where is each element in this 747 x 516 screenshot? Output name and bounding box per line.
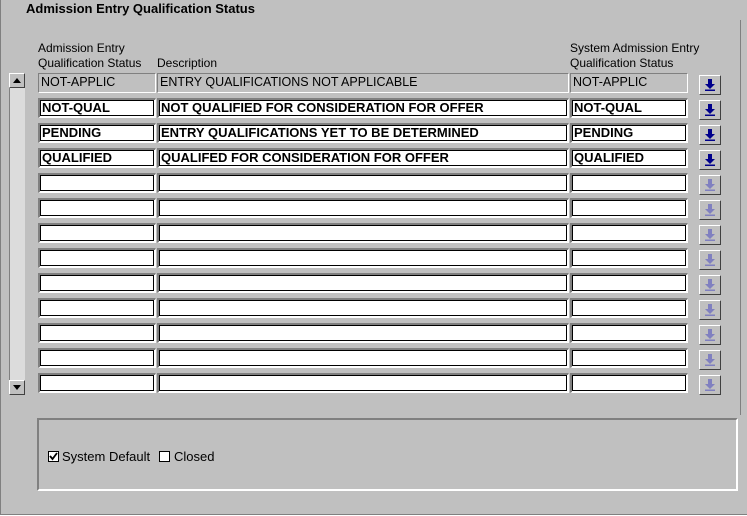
system-status-field[interactable]: PENDING — [570, 123, 688, 143]
download-arrow-icon — [705, 179, 715, 191]
download-arrow-icon — [705, 379, 715, 391]
system-default-checkbox-group[interactable] — [48, 448, 150, 464]
system-status-field[interactable] — [570, 348, 688, 368]
description-field[interactable]: NOT QUALIFIED FOR CONSIDERATION FOR OFFER — [157, 98, 569, 118]
status-field[interactable] — [38, 248, 156, 268]
column-header-system-status — [570, 41, 699, 71]
column-header-status-line1: Admission Entry — [38, 41, 125, 55]
download-arrow-icon — [705, 304, 715, 316]
lov-button[interactable] — [699, 100, 721, 120]
status-field[interactable] — [38, 198, 156, 218]
description-field[interactable] — [157, 198, 569, 218]
description-field[interactable] — [157, 298, 569, 318]
download-arrow-icon — [705, 279, 715, 291]
scroll-up-button[interactable] — [9, 73, 25, 88]
description-field[interactable] — [157, 248, 569, 268]
system-status-field[interactable] — [570, 273, 688, 293]
lov-button[interactable] — [699, 350, 721, 370]
system-status-field[interactable]: NOT-APPLIC — [570, 73, 688, 93]
description-field[interactable]: QUALIFED FOR CONSIDERATION FOR OFFER — [157, 148, 569, 168]
description-field[interactable] — [157, 373, 569, 393]
description-field[interactable] — [157, 348, 569, 368]
closed-checkbox[interactable] — [159, 451, 170, 462]
column-header-system-status-line2: Qualification Status — [570, 56, 674, 70]
system-status-field[interactable] — [570, 248, 688, 268]
canvas-border-right — [740, 20, 741, 415]
lov-button[interactable] — [699, 325, 721, 345]
system-status-field[interactable]: QUALIFIED — [570, 148, 688, 168]
description-field[interactable]: ENTRY QUALIFICATIONS YET TO BE DETERMINED — [157, 123, 569, 143]
column-header-status-line2: Qualification Status — [38, 56, 142, 70]
download-arrow-icon — [705, 254, 715, 266]
download-arrow-icon — [705, 229, 715, 241]
download-arrow-icon — [705, 104, 715, 116]
system-status-field[interactable]: NOT-QUAL — [570, 98, 688, 118]
checkmark-icon — [49, 452, 58, 461]
status-field[interactable] — [38, 373, 156, 393]
window-border-left — [0, 0, 1, 516]
lov-button[interactable] — [699, 250, 721, 270]
description-field[interactable]: ENTRY QUALIFICATIONS NOT APPLICABLE — [157, 73, 569, 93]
download-arrow-icon — [705, 329, 715, 341]
lov-button[interactable] — [699, 200, 721, 220]
system-default-label: System Default — [62, 449, 151, 465]
status-field[interactable] — [38, 173, 156, 193]
lov-button[interactable] — [699, 375, 721, 395]
options-panel — [37, 418, 738, 491]
download-arrow-icon — [705, 79, 715, 91]
lov-button[interactable] — [699, 225, 721, 245]
download-arrow-icon — [705, 354, 715, 366]
status-field[interactable]: PENDING — [38, 123, 156, 143]
closed-checkbox-group[interactable] — [159, 448, 214, 464]
window-title: Admission Entry Qualification Status — [26, 1, 255, 16]
system-status-field[interactable] — [570, 198, 688, 218]
lov-button[interactable] — [699, 175, 721, 195]
scroll-up-arrow-icon — [13, 78, 21, 83]
lov-button[interactable] — [699, 150, 721, 170]
status-field[interactable] — [38, 348, 156, 368]
system-status-field[interactable] — [570, 323, 688, 343]
system-status-field[interactable] — [570, 373, 688, 393]
description-field[interactable] — [157, 323, 569, 343]
vertical-scrollbar[interactable] — [9, 73, 25, 395]
status-field[interactable]: NOT-APPLIC — [38, 73, 156, 93]
lov-button[interactable] — [699, 275, 721, 295]
system-default-checkbox[interactable] — [48, 451, 59, 462]
download-arrow-icon — [705, 204, 715, 216]
closed-label: Closed — [174, 449, 215, 465]
system-status-field[interactable] — [570, 298, 688, 318]
status-field[interactable] — [38, 298, 156, 318]
description-field[interactable] — [157, 273, 569, 293]
system-status-field[interactable] — [570, 223, 688, 243]
description-field[interactable] — [157, 173, 569, 193]
description-field[interactable] — [157, 223, 569, 243]
system-status-field[interactable] — [570, 173, 688, 193]
lov-button[interactable] — [699, 300, 721, 320]
download-arrow-icon — [705, 129, 715, 141]
column-header-description: Description — [157, 56, 218, 70]
status-field[interactable]: QUALIFIED — [38, 148, 156, 168]
status-field[interactable]: NOT-QUAL — [38, 98, 156, 118]
status-field[interactable] — [38, 323, 156, 343]
column-header-status — [38, 41, 141, 71]
download-arrow-icon — [705, 154, 715, 166]
lov-button[interactable] — [699, 75, 721, 95]
lov-button[interactable] — [699, 125, 721, 145]
column-header-system-status-line1: System Admission Entry — [570, 41, 700, 55]
scroll-down-button[interactable] — [9, 380, 25, 395]
status-field[interactable] — [38, 223, 156, 243]
status-field[interactable] — [38, 273, 156, 293]
scroll-down-arrow-icon — [13, 385, 21, 390]
